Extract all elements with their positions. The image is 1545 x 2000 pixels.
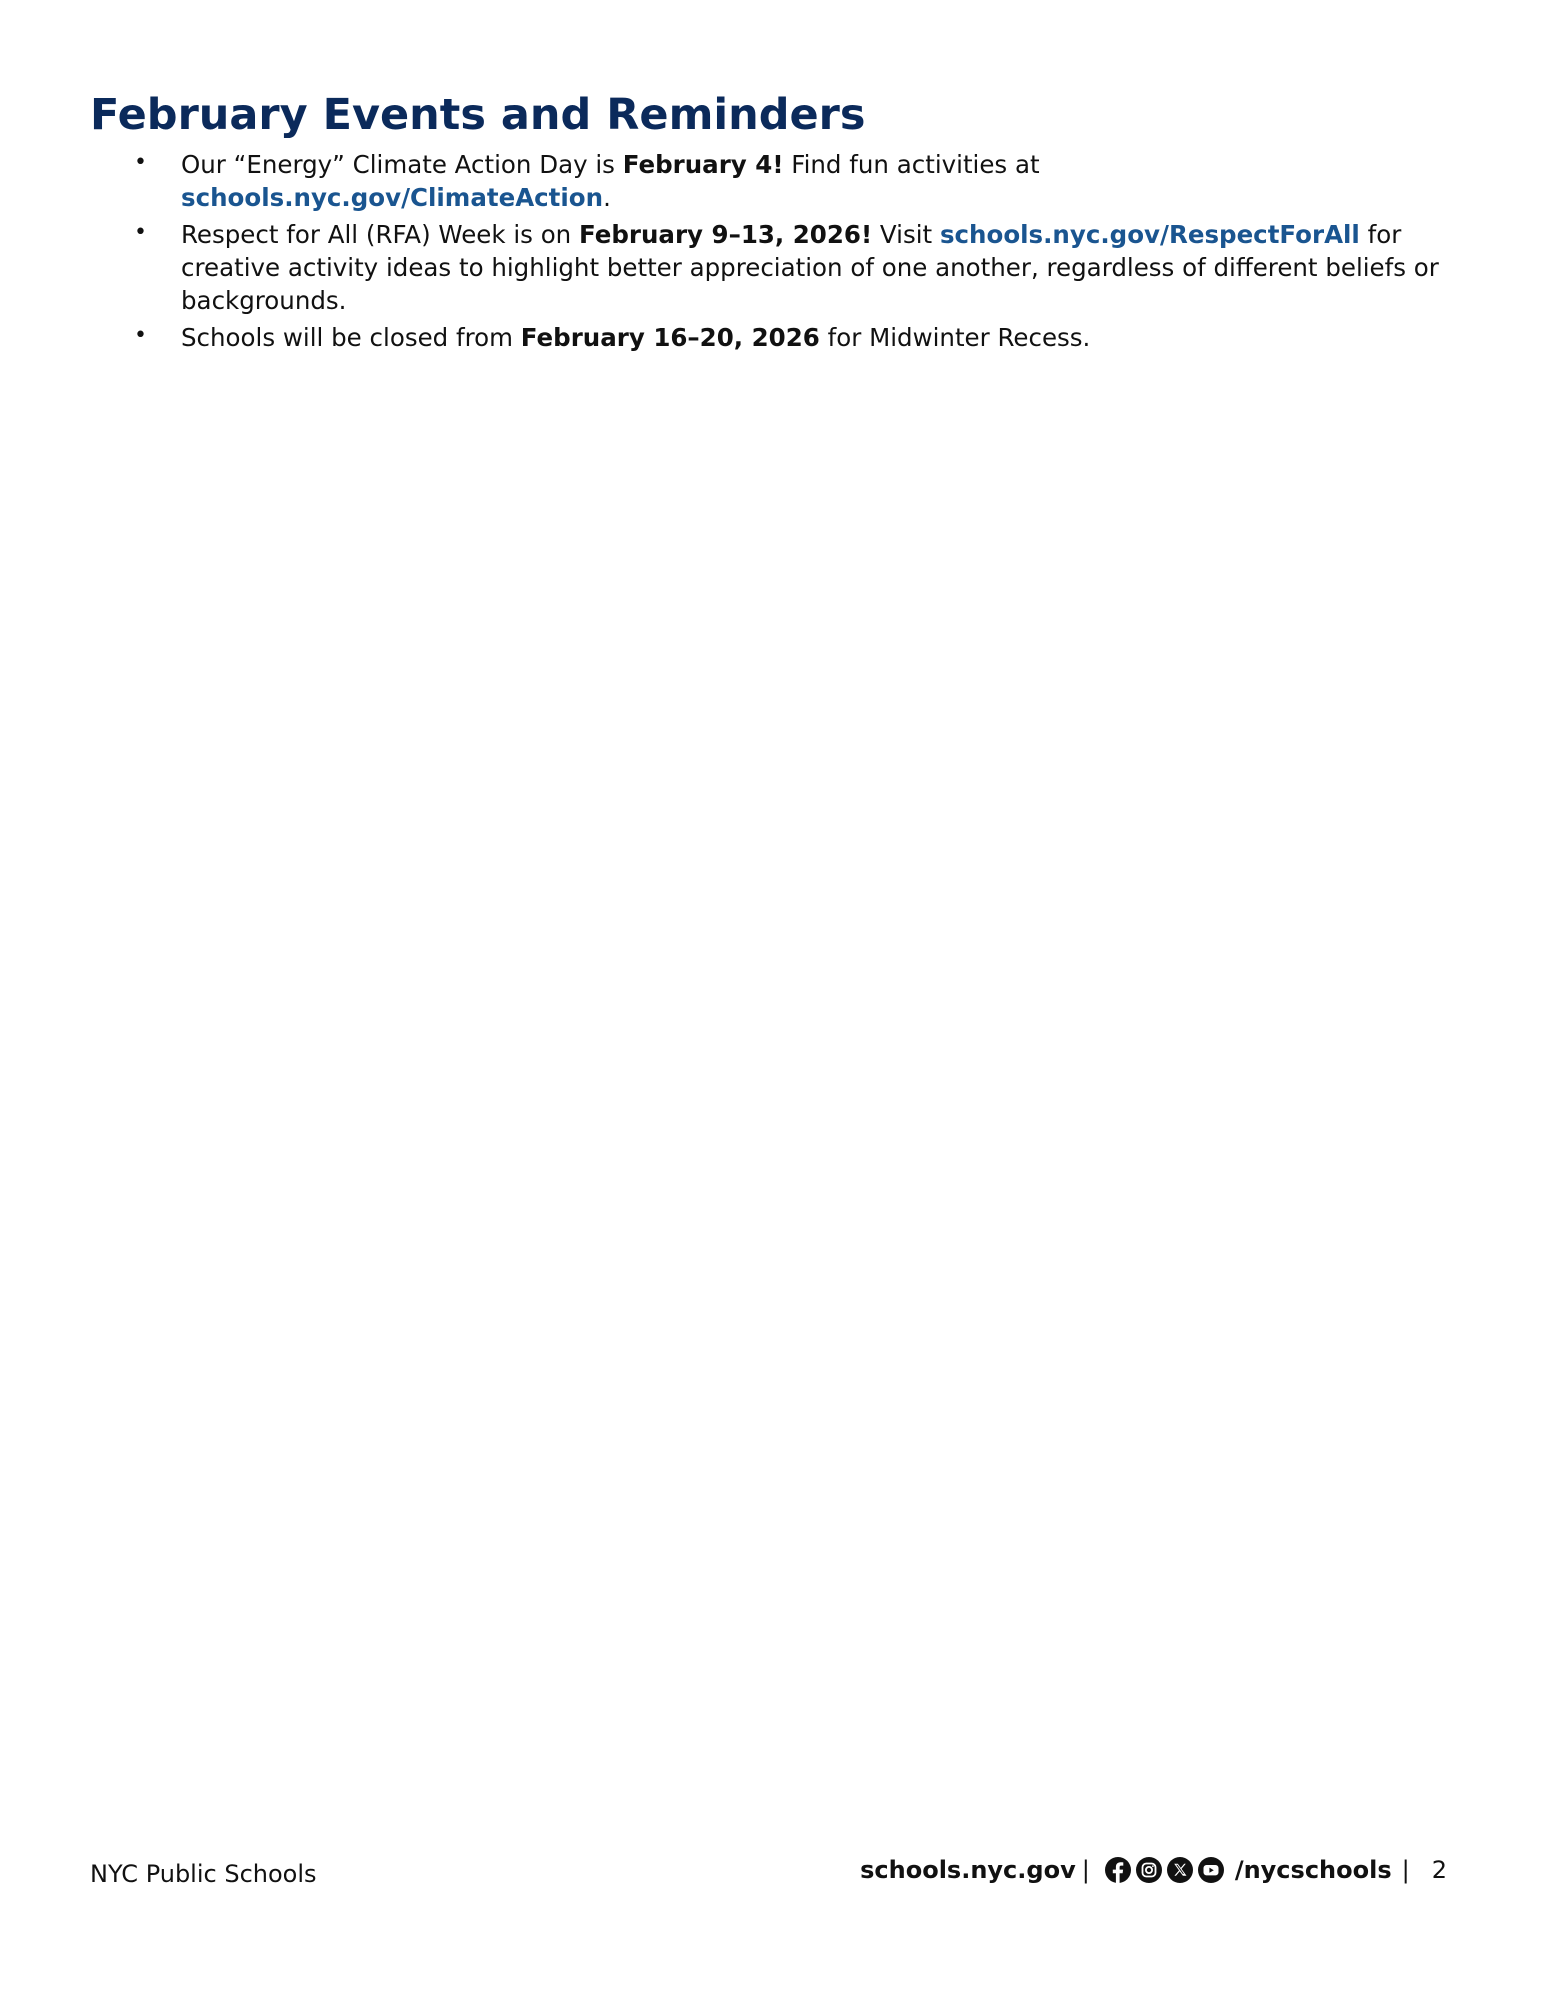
item-bold: February 4!: [622, 150, 784, 179]
item-text: Respect for All (RFA) Week is on: [181, 220, 579, 249]
item-bold: February 16–20, 2026: [520, 323, 820, 352]
item-text: Schools will be closed from: [181, 323, 521, 352]
footer-right: [860, 1856, 1447, 1884]
x-icon[interactable]: [1166, 1856, 1194, 1884]
footer-org: NYC Public Schools: [90, 1860, 317, 1888]
social-icons: [1104, 1856, 1225, 1884]
list-item: [90, 148, 1470, 214]
list-item: [90, 218, 1470, 317]
instagram-icon[interactable]: [1135, 1856, 1163, 1884]
item-text: .: [603, 183, 611, 212]
footer-separator: |: [1401, 1856, 1410, 1884]
facebook-icon[interactable]: [1104, 1856, 1132, 1884]
page-heading: February Events and Reminders: [90, 90, 866, 140]
reminders-list: [90, 148, 1470, 358]
climate-action-link[interactable]: schools.nyc.gov/ClimateAction: [181, 183, 604, 212]
item-text: for creative activity ideas to highlight better appreciation of one another, regardless of different beliefs or backgrounds.: [181, 220, 1439, 315]
youtube-icon[interactable]: [1197, 1856, 1225, 1884]
item-bold: February 9–13, 2026!: [579, 220, 873, 249]
bullet-icon: •: [134, 220, 147, 245]
item-text: Find fun activities at: [783, 150, 1040, 179]
social-handle[interactable]: /nycschools: [1234, 1856, 1392, 1884]
list-item: [90, 321, 1470, 354]
respect-for-all-link[interactable]: schools.nyc.gov/RespectForAll: [939, 220, 1360, 249]
item-text: Our “Energy” Climate Action Day is: [181, 150, 623, 179]
bullet-icon: •: [134, 323, 147, 348]
bullet-icon: •: [134, 150, 147, 175]
item-text: for Midwinter Recess.: [819, 323, 1091, 352]
page-number: 2: [1431, 1856, 1447, 1884]
site-link[interactable]: schools.nyc.gov: [860, 1856, 1076, 1884]
item-text: Visit: [872, 220, 940, 249]
footer-separator: |: [1081, 1856, 1090, 1884]
